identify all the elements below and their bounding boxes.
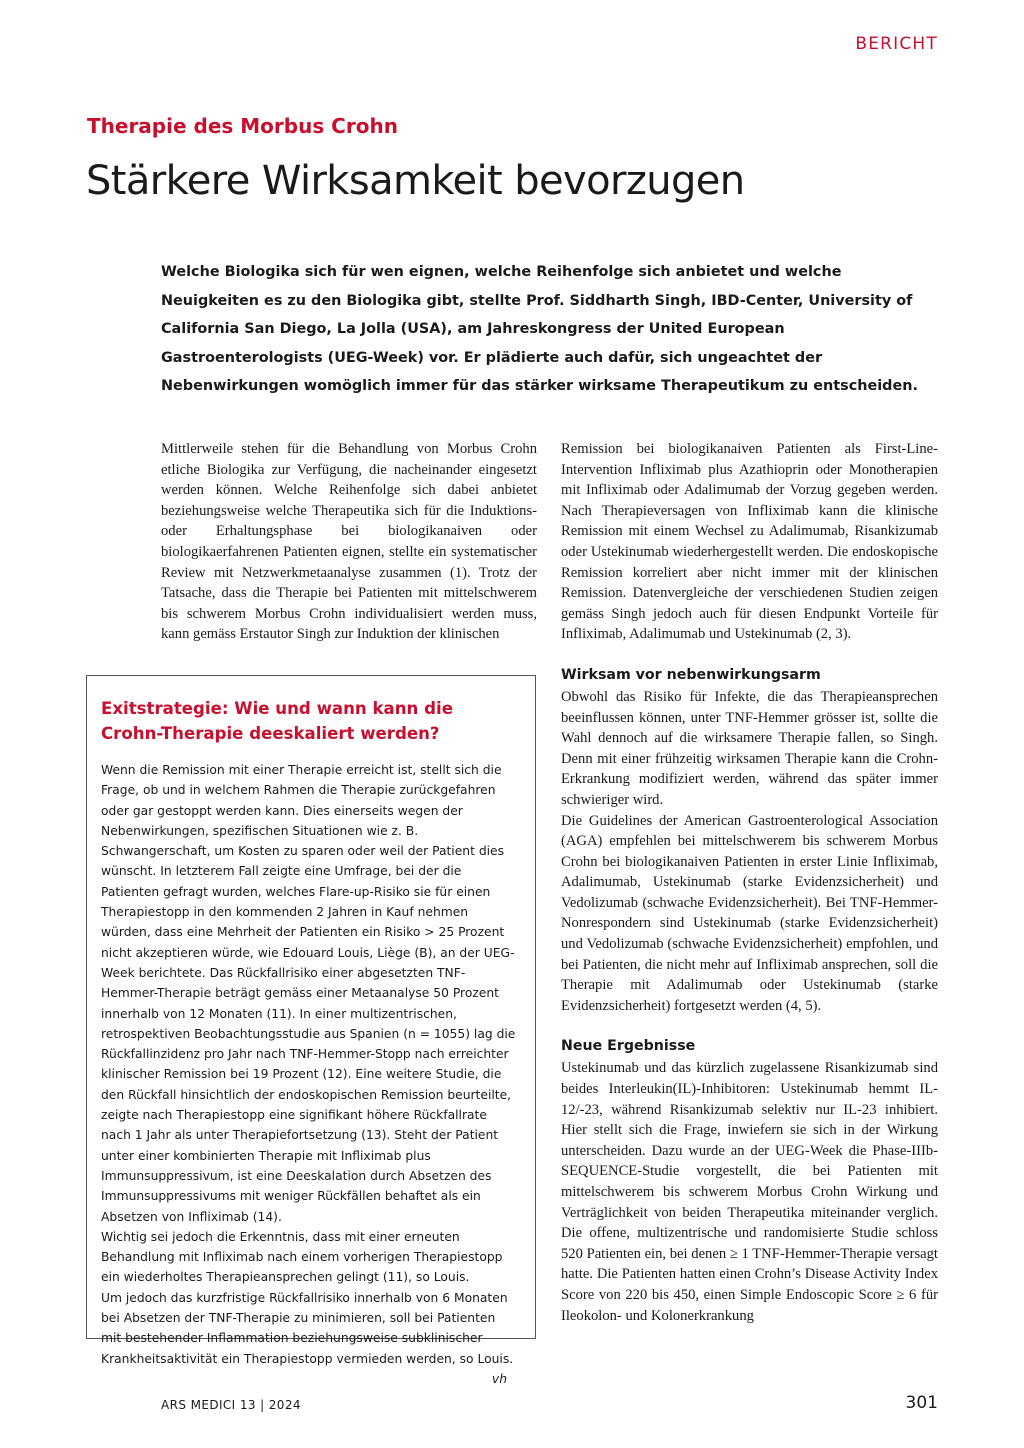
body-paragraph: Ustekinumab und das kürzlich zugelassene Risankizumab sind beides Interleukin(IL)-Inhibitoren: Ustekinumab hemmt IL-12/-23, während Risankizumab selektiv nur IL-23 inhibiert. Hier stellt sich die Frage, inwiefern sie sich in der Wirkung unterscheiden. Dazu wurde an der UEG-Week die Phase-IIIb-SEQUENCE-Studie vorgestellt, die bei Patienten mit mittelschwerem bis schwerem Morbus Crohn Wirkung und Verträglichkeit von beiden Therapeutika miteinander verglich. Die offene, multizentrische und randomisierte Studie schloss 520 Patienten ein, bei denen ≥ 1 TNF-Hemmer-Therapie versagt hatte. Die Patienten hatten einen Crohn’s Disease Activity Index Score von 220 bis 450, einen Simple Endoscopic Score ≥ 6 für Ileokolon- und Kolonerkrankung xyxy=(561,1060,938,1324)
info-box-paragraph: Wichtig sei jedoch die Erkenntnis, dass mit einer erneuten Behandlung mit Infliximab nach einem vorherigen Therapiestopp ein wiederholtes Therapieansprechen gelingt (11), so Louis. xyxy=(101,1229,503,1285)
subheading: Neue Ergebnisse xyxy=(561,1038,696,1055)
author-signature: vh xyxy=(491,1371,507,1386)
info-box-title: Exitstrategie: Wie und wann kann die Crohn-Therapie deeskaliert werden? xyxy=(101,699,453,743)
article-kicker: Therapie des Morbus Crohn xyxy=(87,114,398,138)
body-column-right xyxy=(561,439,938,1326)
info-box xyxy=(86,675,536,1386)
info-box-paragraph: Um jedoch das kurzfristige Rückfallrisiko innerhalb von 6 Monaten bei Absetzen der TNF-Therapie zu minimieren, soll bei Patienten mit bestehender Inflammation beziehungsweise subklinischer Krankheitsaktivität ein Therapiestopp vermieden werden, so Louis. vh xyxy=(101,1288,519,1369)
section-label: BERICHT xyxy=(855,34,938,54)
body-paragraph: Mittlerweile stehen für die Behandlung von Morbus Crohn etliche Biologika zur Verfügung, die nacheinander eingesetzt werden können. Welche Reihenfolge sich dabei anbietet beziehungsweise welche Therapeutika sich für die Induktions- oder Erhaltungsphase bei biologikanaiven oder biologikaerfahrenen Patienten eignen, stellte ein systematischer Review mit Netzwerkmetaanalyse zusammen (1). Trotz der Tatsache, dass die Therapie bei Patienten mit mittelschwerem bis schwerem Morbus Crohn individualisiert werden muss, kann gemäss Erstautor Singh zur Induktion der klinischen xyxy=(161,441,537,643)
journal-issue: ARS MEDICI 13 | 2024 xyxy=(161,1398,301,1412)
body-paragraph: Remission bei biologikanaiven Patienten als First-Line-Intervention Infliximab plus Azathioprin oder Monotherapien mit Infliximab oder Adalimumab der Vorzug gegeben werden. Nach Therapieversagen von Infliximab kann die klinische Remission mit einem Wechsel zu Adalimumab, Risankizumab oder Ustekinumab wiederhergestellt werden. Die endoskopische Remission korreliert aber nicht immer mit der klinischen Remission. Datenvergleiche der verschiedenen Studien zeigen gemäss Singh jedoch auch für diesen Endpunkt Vorteile für Infliximab, Adalimumab und Ustekinumab (2, 3). xyxy=(561,441,938,643)
article-lead: Welche Biologika sich für wen eignen, welche Reihenfolge sich anbietet und welche Neuigkeiten es zu den Biologika gibt, stellte Prof. Siddharth Singh, IBD-Center, University of California San Diego, La Jolla (USA), am Jahreskongress der United European Gastroenterologists (UEG-Week) vor. Er plädierte auch dafür, sich ungeachtet der Nebenwirkungen womöglich immer für das stärker wirksame Therapeutikum zu entscheiden. xyxy=(161,264,918,395)
info-box-body xyxy=(101,760,519,1386)
article-title: Stärkere Wirksamkeit bevorzugen xyxy=(86,158,745,204)
body-paragraph: Die Guidelines der American Gastroenterological Association (AGA) empfehlen bei mittelschwerem bis schwerem Morbus Crohn bei biologikanaiven Patienten in erster Linie Infliximab, Adalimumab, Ustekinumab (starke Evidenzsicherheit) und Vedolizumab (schwache Evidenzsicherheit). Bei TNF-Hemmer-Nonrespondern sind Ustekinumab (starke Evidenzsicherheit) und Vedolizumab (schwache Evidenzsicherheit) empfohlen, und bei Patienten, die nicht mehr auf Infliximab ansprechen, soll die Therapie mit Adalimumab oder Ustekinumab (starke Evidenzsicherheit) fortgesetzt werden (4, 5). xyxy=(561,812,938,1014)
body-paragraph: Obwohl das Risiko für Infekte, die das Therapieansprechen beeinflussen können, unter TNF-Hemmer grösser ist, sollte die Wahl dennoch auf die wirksamere Therapie fallen, so Singh. Denn mit einer frühzeitig wirksamen Therapie kann die Crohn-Erkrankung modifiziert werden, während das später immer schwieriger wird. xyxy=(561,688,938,808)
page-number: 301 xyxy=(905,1393,938,1413)
body-column-left xyxy=(161,439,537,645)
subheading: Wirksam vor nebenwirkungsarm xyxy=(561,666,821,683)
info-box-paragraph: Wenn die Remission mit einer Therapie erreicht ist, stellt sich die Frage, ob und in welchem Rahmen die Therapie zurückgefahren oder gar gestoppt werden kann. Dies einerseits wegen der Nebenwirkungen, spezifischen Situationen wie z. B. Schwangerschaft, um Kosten zu sparen oder weil der Patient dies wünscht. In letzterem Fall zeigte eine Umfrage, bei der die Patienten gefragt wurden, welches Flare-up-Risiko sie für einen Therapiestopp in den kommenden 2 Jahren in Kauf nehmen würden, dass eine Mehrheit der Patienten ein Risiko > 25 Prozent nicht akzeptieren würde, wie Edouard Louis, Liège (B), an der UEG-Week berichtete. Das Rückfallrisiko einer abgesetzten TNF-Hemmer-Therapie beträgt gemäss einer Metaanalyse 50 Prozent innerhalb von 12 Monaten (11). In einer multizentrischen, retrospektiven Beobachtungsstudie aus Spanien (n = 1055) lag die Rückfallinzidenz pro Jahr nach TNF-Hemmer-Stopp nach erreichter klinischer Remission bei 19 Prozent (12). Eine weitere Studie, die den Rückfall hinsichtlich der endoskopischen Remission beurteilte, zeigte nach Therapiestopp eine signifikant höhere Rückfallrate nach 1 Jahr als unter Therapiefortsetzung (13). Steht der Patient unter einer kombinierten Therapie mit Infliximab plus Immunsuppressivum, ist eine Deeskalation durch Absetzen des Immunsuppressivums mit weniger Rückfällen behaftet als ein Absetzen von Infliximab (14). xyxy=(101,763,516,1224)
